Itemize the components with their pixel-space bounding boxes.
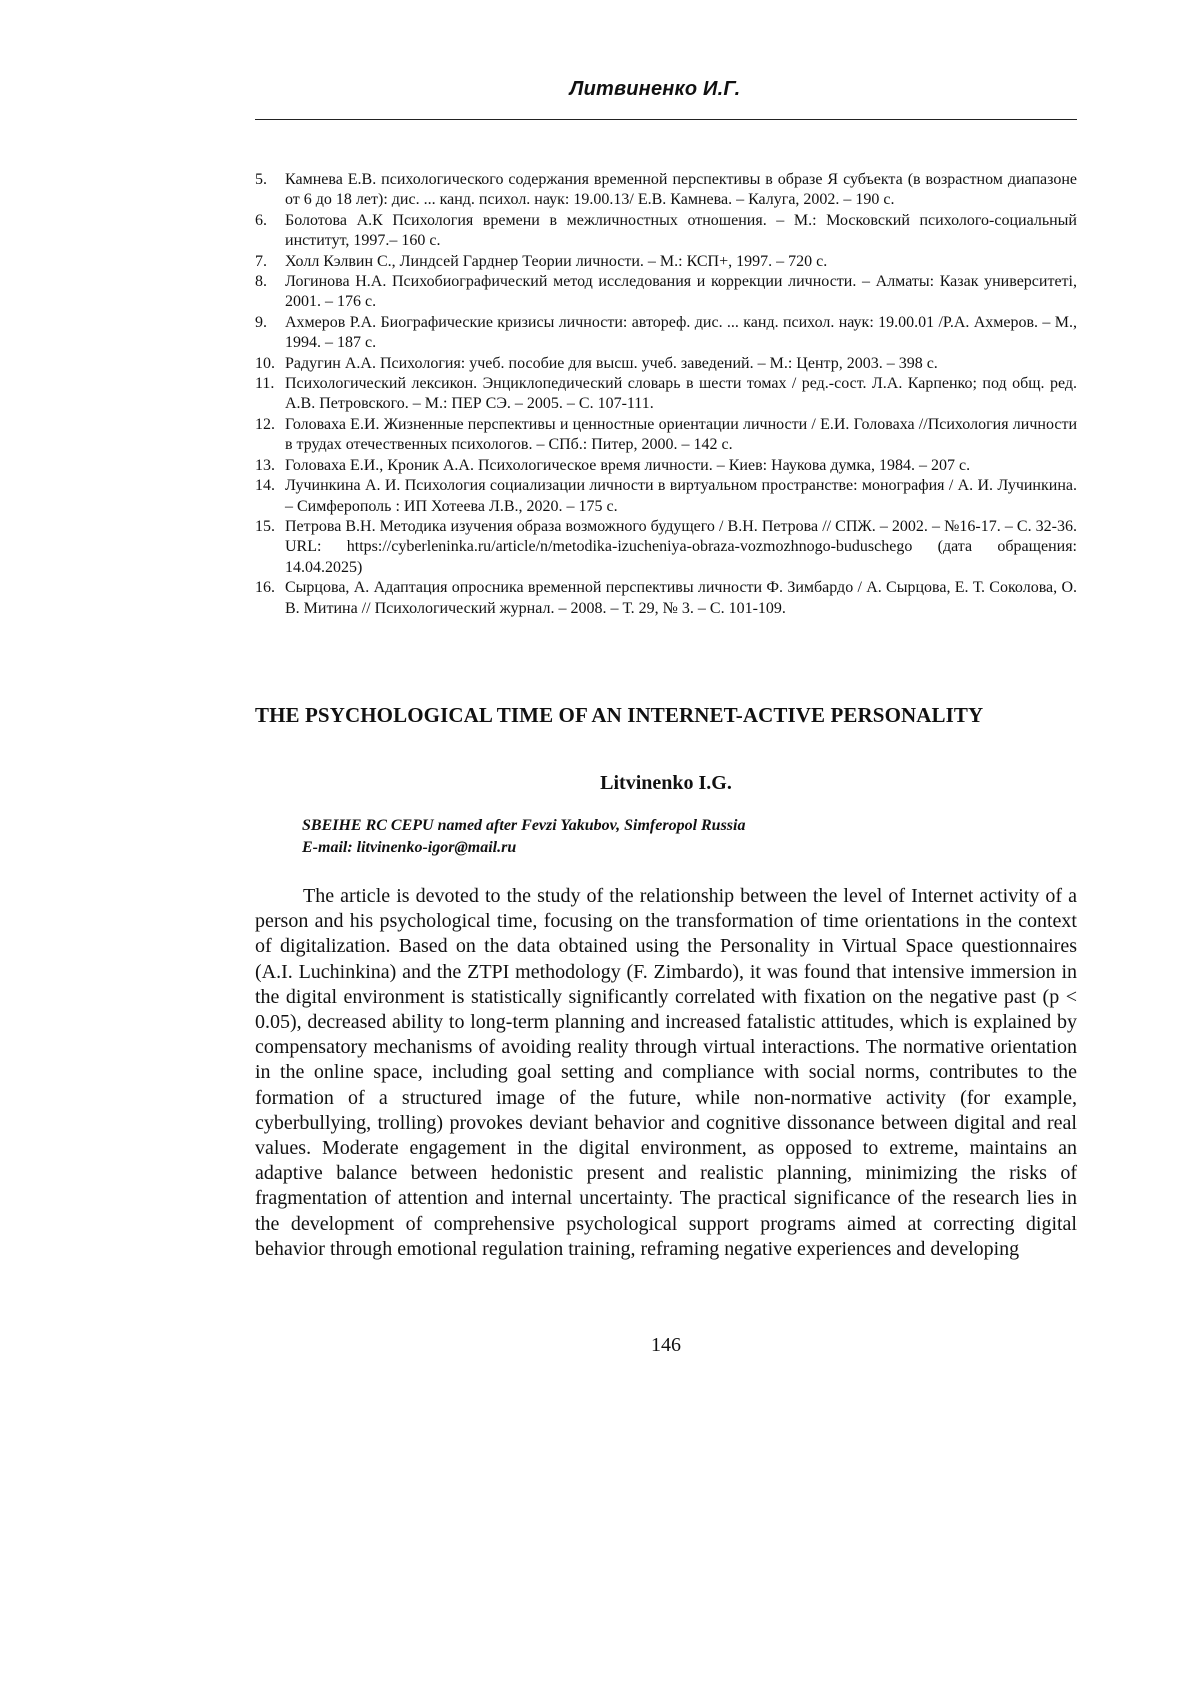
reference-number: 12. <box>255 415 281 435</box>
author-affiliation-block <box>302 815 1062 859</box>
reference-item <box>255 313 1077 354</box>
reference-text: Болотова А.К Психология времени в межличностных отношения. – М.: Московский психолого-социальный институт, 1997.– 160 с. <box>285 211 1077 252</box>
reference-text: Лучинкина А. И. Психология социализации личности в виртуальном пространстве: монография / А. И. Лучинкина. – Симферополь : ИП Хотеева Л.В., 2020. – 175 с. <box>285 476 1077 517</box>
reference-item <box>255 517 1077 578</box>
author-email: E-mail: litvinenko-igor@mail.ru <box>302 837 1062 859</box>
reference-item <box>255 415 1077 456</box>
reference-text: Сырцова, А. Адаптация опросника временной перспективы личности Ф. Зимбардо / А. Сырцова, Е. Т. Соколова, О. В. Митина // Психологический журнал. – 2008. – Т. 29, № 3. – С. 101-109. <box>285 578 1077 619</box>
reference-number: 10. <box>255 354 281 374</box>
affiliation: SBEIHE RC CEPU named after Fevzi Yakubov, Simferopol Russia <box>302 815 1062 837</box>
reference-number: 8. <box>255 272 281 292</box>
reference-item <box>255 252 1077 272</box>
reference-list <box>255 170 1077 619</box>
reference-item <box>255 456 1077 476</box>
reference-text: Радугин А.А. Психология: учеб. пособие для высш. учеб. заведений. – М.: Центр, 2003. – 398 с. <box>285 354 1077 374</box>
reference-item <box>255 374 1077 415</box>
reference-text: Головаха Е.И. Жизненные перспективы и ценностные ориентации личности / Е.И. Головаха //Психология личности в трудах отечественных психологов. – СПб.: Питер, 2000. – 142 с. <box>285 415 1077 456</box>
header-divider <box>255 119 1077 120</box>
reference-number: 13. <box>255 456 281 476</box>
reference-text: Камнева Е.В. психологического содержания временной перспективы в образе Я субъекта (в возрастном диапазоне от 6 до 18 лет): дис. ... канд. психол. наук: 19.00.13/ Е.В. Камнева. – Калуга, 2002. – 190 с. <box>285 170 1077 211</box>
reference-number: 6. <box>255 211 281 231</box>
reference-item <box>255 170 1077 211</box>
page-number: 146 <box>255 1334 1077 1357</box>
article-title: THE PSYCHOLOGICAL TIME OF AN INTERNET-ACTIVE PERSONALITY <box>255 703 1077 728</box>
reference-item <box>255 211 1077 252</box>
reference-number: 11. <box>255 374 281 394</box>
reference-number: 9. <box>255 313 281 333</box>
running-header: Литвиненко И.Г. <box>255 78 1055 101</box>
reference-number: 15. <box>255 517 281 537</box>
reference-number: 14. <box>255 476 281 496</box>
reference-item <box>255 476 1077 517</box>
reference-item <box>255 354 1077 374</box>
abstract-paragraph: The article is devoted to the study of the relationship between the level of Internet activity of a person and his psychological time, focusing on the transformation of time orientations in the context of digitalization. Based on the data obtained using the Personality in Virtual Space questionnaires (A.I. Luchinkina) and the ZTPI methodology (F. Zimbardo), it was found that intensive immersion in the digital environment is statistically significantly correlated with fixation on the negative past (p < 0.05), decreased ability to long-term planning and increased fatalistic attitudes, which is explained by compensatory mechanisms of avoiding reality through virtual interactions. The normative orientation in the online space, including goal setting and compliance with social norms, contributes to the formation of a structured image of the future, while non-normative activity (for example, cyberbullying, trolling) provokes deviant behavior and cognitive dissonance between digital and real values. Moderate engagement in the digital environment, as opposed to extreme, maintains an adaptive balance between hedonistic present and realistic planning, minimizing the risks of fragmentation of attention and internal uncertainty. The practical significance of the research lies in the development of comprehensive psychological support programs aimed at correcting digital behavior through emotional regulation training, reframing negative experiences and developing <box>255 884 1077 1262</box>
reference-number: 7. <box>255 252 281 272</box>
reference-item <box>255 578 1077 619</box>
reference-item <box>255 272 1077 313</box>
article-author: Litvinenko I.G. <box>255 772 1077 795</box>
reference-number: 16. <box>255 578 281 598</box>
reference-number: 5. <box>255 170 281 190</box>
reference-text: Ахмеров Р.А. Биографические кризисы личности: автореф. дис. ... канд. психол. наук: 19.00.01 /Р.А. Ахмеров. – М., 1994. – 187 с. <box>285 313 1077 354</box>
reference-text: Холл Кэлвин С., Линдсей Гарднер Теории личности. – М.: КСП+, 1997. – 720 с. <box>285 252 1077 272</box>
reference-text: Головаха Е.И., Кроник А.А. Психологическое время личности. – Киев: Наукова думка, 1984. – 207 с. <box>285 456 1077 476</box>
reference-text: Логинова Н.А. Психобиографический метод исследования и коррекции личности. – Алматы: Казак университеті, 2001. – 176 с. <box>285 272 1077 313</box>
reference-text: Петрова В.Н. Методика изучения образа возможного будущего / В.Н. Петрова // СПЖ. – 2002. – №16-17. – С. 32-36. URL: https://cyberleninka.ru/article/n/metodika-izucheniya-obraza-vozmozhnogo-buduschego (дата обращения: 14.04.2025) <box>285 517 1077 578</box>
reference-text: Психологический лексикон. Энциклопедический словарь в шести томах / ред.-сост. Л.А. Карпенко; под общ. ред. А.В. Петровского. – М.: ПЕР СЭ. – 2005. – С. 107-111. <box>285 374 1077 415</box>
